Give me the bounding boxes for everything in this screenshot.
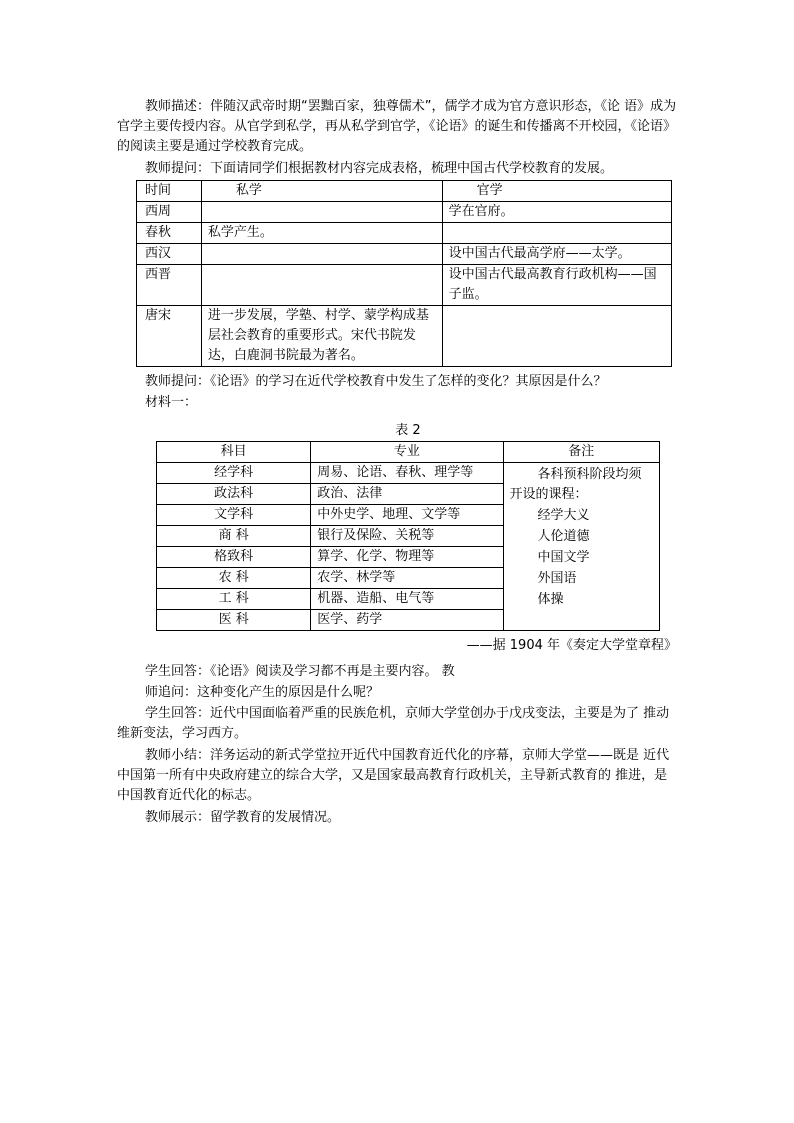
header-subject: 科目	[157, 442, 311, 463]
header-major: 专业	[311, 442, 503, 463]
teacher-summary: 教师小结：洋务运动的新式学堂拉开近代中国教育近代化的序幕，京师大学堂——既是 近代中国第一所有中央政府建立的综合大学，又是国家最高教育行政机关，主导新式教育的 推进，是中国教育近代化的标志。	[117, 748, 670, 803]
note-item: 外国语	[537, 571, 577, 586]
cell-major: 银行及保险、关税等	[311, 526, 503, 547]
cell-official: 学在官府。	[442, 202, 671, 223]
table-header-row	[157, 442, 660, 463]
cell-subject: 商 科	[157, 526, 311, 547]
cell-subject: 医 科	[157, 610, 311, 631]
cell-major: 政治、法律	[311, 484, 503, 505]
header-official-school: 官学	[442, 181, 671, 202]
student-answer-1: 学生回答：《论语》阅读及学习都不再是主要内容。 教	[145, 664, 455, 679]
cell-era: 唐宋	[137, 306, 202, 367]
header-private-school: 私学	[201, 181, 442, 202]
cell-era: 春秋	[137, 223, 202, 244]
intro-paragraph: 教师描述：伴随汉武帝时期“罢黜百家，独尊儒术”，儒学才成为官方意识形态，《论 语》成为官学主要传授内容。从官学到私学，再从私学到官学，《论语》的诞生和传播离不开校园，《论语》的阅读主要是通过学校教育完成。	[117, 99, 677, 154]
table-row	[137, 202, 672, 223]
cell-subject: 工 科	[157, 589, 311, 610]
table-row	[137, 265, 672, 306]
student-answer-2: 学生回答：近代中国面临着严重的民族危机，京师大学堂创办于戊戌变法，主要是为了 推动维新变法，学习西方。	[117, 706, 670, 741]
table-header-row	[137, 181, 672, 202]
cell-private	[201, 244, 442, 265]
cell-major: 算学、化学、物理等	[311, 547, 503, 568]
cell-private	[201, 265, 442, 306]
cell-subject: 农 科	[157, 568, 311, 589]
cell-subject: 格致科	[157, 547, 311, 568]
cell-subject: 政法科	[157, 484, 311, 505]
header-time: 时间	[137, 181, 202, 202]
note-item: 体操	[537, 592, 564, 607]
ancient-education-table	[136, 180, 672, 367]
teacher-follow-up: 师追问：这种变化产生的原因是什么呢？	[145, 685, 380, 700]
cell-era: 西晋	[137, 265, 202, 306]
cell-private: 进一步发展，学塾、村学、蒙学构成基层社会教育的重要形式。宋代书院发达，白鹿洞书院最为著名。	[201, 306, 442, 367]
material-label: 材料一：	[145, 395, 198, 410]
notes-cell	[503, 463, 660, 631]
cell-major: 机器、造船、电气等	[311, 589, 503, 610]
header-notes: 备注	[503, 442, 660, 463]
note-item: 中国文学	[537, 550, 590, 565]
cell-era: 西周	[137, 202, 202, 223]
cell-private: 私学产生。	[201, 223, 442, 244]
notes-intro: 各科预科阶段均须开设的课程：	[509, 467, 642, 502]
cell-era: 西汉	[137, 244, 202, 265]
table-row	[157, 463, 660, 484]
teacher-question-table: 教师提问：下面请同学们根据教材内容完成表格，梳理中国古代学校教育的发展。	[145, 161, 614, 176]
cell-major: 周易、论语、春秋、理学等	[311, 463, 503, 484]
table-row	[137, 223, 672, 244]
cell-major: 中外史学、地理、文学等	[311, 505, 503, 526]
note-item: 人伦道德	[537, 529, 590, 544]
teacher-display: 教师展示：留学教育的发展情况。	[145, 810, 341, 825]
table2-source: ——据 1904 年《奏定大学堂章程》	[466, 638, 677, 653]
table2-caption: 表 2	[395, 423, 421, 438]
cell-subject: 经学科	[157, 463, 311, 484]
cell-major: 医学、药学	[311, 610, 503, 631]
teacher-question-lunyu: 教师提问：《论语》的学习在近代学校教育中发生了怎样的变化？其原因是什么？	[145, 374, 607, 389]
cell-official: 设中国古代最高学府——太学。	[442, 244, 671, 265]
university-subjects-table	[156, 441, 660, 631]
cell-private	[201, 202, 442, 223]
cell-official: 设中国古代最高教育行政机构——国子监。	[442, 265, 671, 306]
cell-major: 农学、林学等	[311, 568, 503, 589]
table-row	[137, 244, 672, 265]
table-row	[137, 306, 672, 367]
cell-official	[442, 306, 671, 367]
cell-subject: 文学科	[157, 505, 311, 526]
cell-official	[442, 223, 671, 244]
note-item: 经学大义	[537, 508, 590, 523]
